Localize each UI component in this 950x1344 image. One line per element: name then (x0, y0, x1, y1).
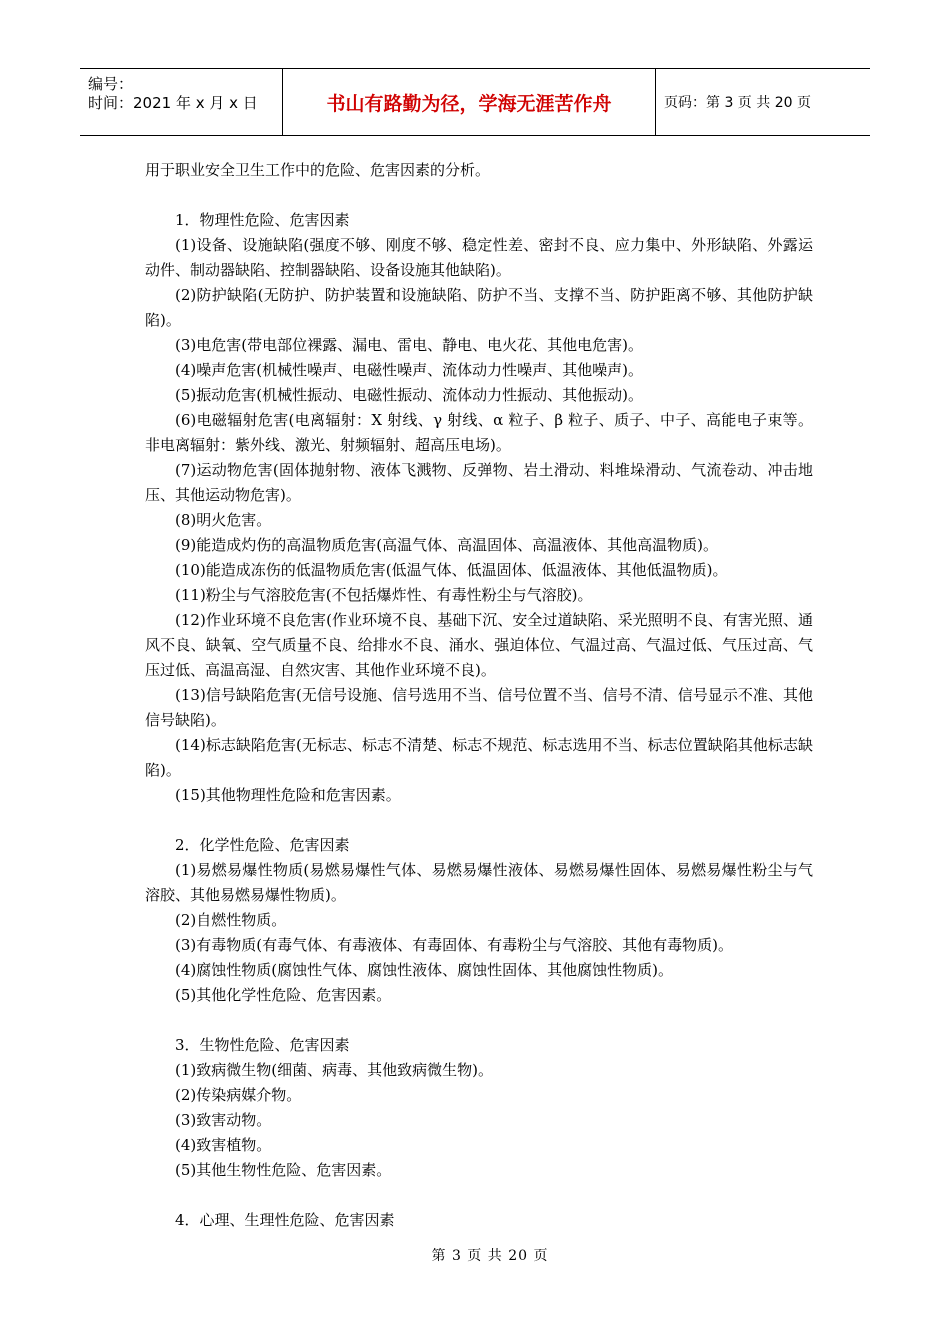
header-motto: 书山有路勤为径，学海无涯苦作舟 (326, 92, 612, 115)
document-header (80, 68, 870, 136)
list-item: (5)振动危害(机械性振动、电磁性振动、流体动力性振动、其他振动)。 (175, 386, 643, 404)
list-item: (2)传染病媒介物。 (175, 1086, 302, 1104)
section-heading: 3．生物性危险、危害因素 (175, 1036, 350, 1054)
list-item: (3)有毒物质(有毒气体、有毒液体、有毒固体、有毒粉尘与气溶胶、其他有毒物质)。 (175, 936, 733, 954)
list-item: (13)信号缺陷危害(无信号设施、信号选用不当、信号位置不当、信号不清、信号显示不准、其他信号缺陷)。 (145, 686, 813, 729)
list-item: (6)电磁辐射危害(电离辐射：X 射线、γ 射线、α 粒子、β 粒子、质子、中子、高能电子束等。非电离辐射：紫外线、激光、射频辐射、超高压电场)。 (145, 411, 813, 454)
list-item: (8)明火危害。 (175, 511, 272, 529)
list-item: (5)其他生物性危险、危害因素。 (175, 1161, 392, 1179)
section-heading: 2．化学性危险、危害因素 (175, 836, 350, 854)
list-item: (1)设备、设施缺陷(强度不够、刚度不够、稳定性差、密封不良、应力集中、外形缺陷、外露运动件、制动器缺陷、控制器缺陷、设备设施其他缺陷)。 (145, 236, 813, 279)
section-heading: 4．心理、生理性危险、危害因素 (175, 1211, 395, 1229)
header-motto-cell (283, 69, 656, 135)
list-item: (5)其他化学性危险、危害因素。 (175, 986, 392, 1004)
list-item: (1)致病微生物(细菌、病毒、其他致病微生物)。 (175, 1061, 493, 1079)
document-number-label: 编号： (88, 75, 134, 93)
list-item: (7)运动物危害(固体抛射物、液体飞溅物、反弹物、岩土滑动、料堆垛滑动、气流卷动、冲击地压、其他运动物危害)。 (145, 461, 813, 504)
section-heading: 1．物理性危险、危害因素 (175, 211, 350, 229)
header-meta-cell (80, 69, 283, 135)
list-item: (3)电危害(带电部位裸露、漏电、雷电、静电、电火花、其他电危害)。 (175, 336, 643, 354)
list-item: (4)腐蚀性物质(腐蚀性气体、腐蚀性液体、腐蚀性固体、其他腐蚀性物质)。 (175, 961, 673, 979)
list-item: (9)能造成灼伤的高温物质危害(高温气体、高温固体、高温液体、其他高温物质)。 (175, 536, 718, 554)
list-item: (3)致害动物。 (175, 1111, 272, 1129)
list-item: (12)作业环境不良危害(作业环境不良、基础下沉、安全过道缺陷、采光照明不良、有害光照、通风不良、缺氧、空气质量不良、给排水不良、涌水、强迫体位、气温过高、气温过低、气压过高、气压过低、高温高湿、自然灾害、其他作业环境不良)。 (145, 611, 813, 679)
list-item: (15)其他物理性危险和危害因素。 (175, 786, 401, 804)
list-item: (4)致害植物。 (175, 1136, 272, 1154)
list-item: (2)自燃性物质。 (175, 911, 287, 929)
document-date: 时间：2021 年 x 月 x 日 (88, 94, 258, 112)
list-item: (2)防护缺陷(无防护、防护装置和设施缺陷、防护不当、支撑不当、防护距离不够、其他防护缺陷)。 (145, 286, 813, 329)
list-item: (14)标志缺陷危害(无标志、标志不清楚、标志不规范、标志选用不当、标志位置缺陷其他标志缺陷)。 (145, 736, 813, 779)
list-item: (1)易燃易爆性物质(易燃易爆性气体、易燃易爆性液体、易燃易爆性固体、易燃易爆性粉尘与气溶胶、其他易燃易爆性物质)。 (145, 861, 813, 904)
list-item: (11)粉尘与气溶胶危害(不包括爆炸性、有毒性粉尘与气溶胶)。 (175, 586, 593, 604)
document-body (145, 158, 813, 1233)
list-item: (4)噪声危害(机械性噪声、电磁性噪声、流体动力性噪声、其他噪声)。 (175, 361, 643, 379)
page-footer: 第 3 页 共 20 页 (431, 1248, 549, 1264)
list-item: (10)能造成冻伤的低温物质危害(低温气体、低温固体、低温液体、其他低温物质)。 (175, 561, 728, 579)
intro-paragraph: 用于职业安全卫生工作中的危险、危害因素的分析。 (145, 161, 491, 179)
header-page-info: 页码：第 3 页 共 20 页 (664, 95, 811, 111)
